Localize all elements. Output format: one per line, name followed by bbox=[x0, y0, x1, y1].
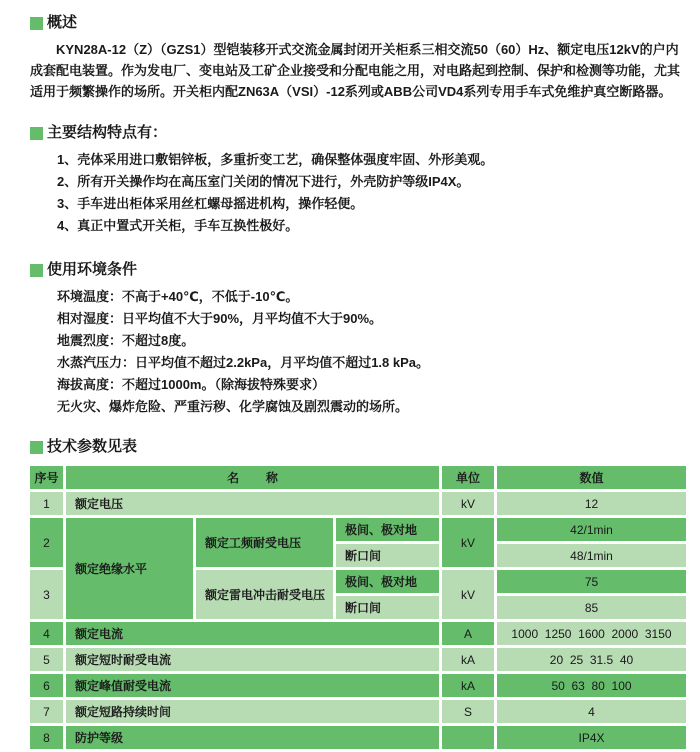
cell-r1-name: 额定电压 bbox=[66, 492, 439, 515]
cell-r3-index: 3 bbox=[30, 570, 63, 619]
cell-r2-unit: kV bbox=[442, 518, 494, 567]
green-square-bullet-icon bbox=[30, 441, 43, 454]
cell-r4-unit: A bbox=[442, 622, 494, 645]
cell-r7-name: 额定短路持续时间 bbox=[66, 700, 439, 723]
table-row bbox=[30, 674, 686, 697]
features-list bbox=[57, 149, 688, 237]
cell-r5-name: 额定短时耐受电流 bbox=[66, 648, 439, 671]
section-overview bbox=[30, 14, 688, 102]
environment-item: 无火灾、爆炸危险、严重污秽、化学腐蚀及剧烈震动的场所。 bbox=[57, 399, 409, 414]
cell-r7-unit: S bbox=[442, 700, 494, 723]
section-parameters bbox=[30, 438, 688, 752]
section-features bbox=[30, 124, 688, 237]
cell-r6-name: 额定峰值耐受电流 bbox=[66, 674, 439, 697]
parameters-table bbox=[27, 463, 689, 752]
table-row bbox=[30, 622, 686, 645]
parameters-title-text: 技术参数见表 bbox=[47, 438, 138, 455]
cell-r4-name: 额定电流 bbox=[66, 622, 439, 645]
cell-r3-name: 额定雷电冲击耐受电压 bbox=[196, 570, 333, 619]
header-cell-name: 名 称 bbox=[66, 466, 439, 489]
cell-r2-value2: 48/1min bbox=[497, 544, 686, 567]
cell-r8-value: IP4X bbox=[497, 726, 686, 749]
environment-item: 海拔高度：不超过1000m。（除海拔特殊要求） bbox=[57, 377, 325, 392]
cell-r5-unit: kA bbox=[442, 648, 494, 671]
environment-title-text: 使用环境条件 bbox=[47, 261, 138, 278]
cell-r8-name: 防护等级 bbox=[66, 726, 439, 749]
cell-r2-index: 2 bbox=[30, 518, 63, 567]
features-title-text: 主要结构特点有： bbox=[47, 124, 168, 141]
table-row bbox=[30, 492, 686, 515]
table-row bbox=[30, 518, 686, 541]
cell-r3-unit: kV bbox=[442, 570, 494, 619]
cell-r4-value: 1000 1250 1600 2000 3150 bbox=[497, 622, 686, 645]
green-square-bullet-icon bbox=[30, 17, 43, 30]
cell-r7-value: 4 bbox=[497, 700, 686, 723]
feature-item: 2、所有开关操作均在高压室门关闭的情况下进行，外壳防护等级IP4X。 bbox=[57, 174, 470, 189]
overview-title bbox=[30, 14, 688, 32]
environment-item: 水蒸汽压力：日平均值不超过2.2kPa，月平均值不超过1.8 kPa。 bbox=[57, 355, 430, 370]
header-cell-index: 序号 bbox=[30, 466, 63, 489]
features-title bbox=[30, 124, 688, 142]
green-square-bullet-icon bbox=[30, 127, 43, 140]
environment-item: 地震烈度：不超过8度。 bbox=[57, 333, 195, 348]
overview-paragraph: KYN28A-12（Z）（GZS1）型铠装移开式交流金属封闭开关柜系三相交流50（60）Hz、额定电压12kV的户内成套配电装置。作为发电厂、变电站及工矿企业接受和分配电能之用，对电路起到控制、保护和检测等功能，尤其适用于频繁操作的场所。开关柜内配ZN63A（VSI）-12系列或ABB公司VD4系列专用手车式免维护真空断路器。 bbox=[30, 42, 681, 99]
cell-r8-unit bbox=[442, 726, 494, 749]
cell-r2-sub1: 极间、极对地 bbox=[336, 518, 439, 541]
table-header-row bbox=[30, 466, 686, 489]
overview-title-text: 概述 bbox=[47, 14, 78, 31]
cell-r3-sub2: 断口间 bbox=[336, 596, 439, 619]
cell-r5-value: 20 25 31.5 40 bbox=[497, 648, 686, 671]
header-cell-value: 数值 bbox=[497, 466, 686, 489]
cell-r3-value1: 75 bbox=[497, 570, 686, 593]
cell-r3-sub1: 极间、极对地 bbox=[336, 570, 439, 593]
feature-item: 3、手车进出柜体采用丝杠螺母摇进机构，操作轻便。 bbox=[57, 196, 364, 211]
cell-r4-index: 4 bbox=[30, 622, 63, 645]
table-row bbox=[30, 700, 686, 723]
environment-list bbox=[57, 286, 688, 418]
cell-r2-value1: 42/1min bbox=[497, 518, 686, 541]
table-row bbox=[30, 648, 686, 671]
cell-r1-unit: kV bbox=[442, 492, 494, 515]
parameters-title bbox=[30, 438, 688, 456]
table-row bbox=[30, 726, 686, 749]
cell-r7-index: 7 bbox=[30, 700, 63, 723]
green-square-bullet-icon bbox=[30, 264, 43, 277]
cell-insulation-group: 额定绝缘水平 bbox=[66, 518, 193, 619]
environment-item: 环境温度：不高于+40℃，不低于-10℃。 bbox=[57, 289, 299, 304]
cell-r2-name: 额定工频耐受电压 bbox=[196, 518, 333, 567]
cell-r1-index: 1 bbox=[30, 492, 63, 515]
cell-r6-index: 6 bbox=[30, 674, 63, 697]
environment-title bbox=[30, 261, 688, 279]
cell-r3-value2: 85 bbox=[497, 596, 686, 619]
cell-r5-index: 5 bbox=[30, 648, 63, 671]
feature-item: 4、真正中置式开关柜，手车互换性极好。 bbox=[57, 218, 299, 233]
cell-r6-value: 50 63 80 100 bbox=[497, 674, 686, 697]
cell-r8-index: 8 bbox=[30, 726, 63, 749]
header-cell-unit: 单位 bbox=[442, 466, 494, 489]
section-environment bbox=[30, 261, 688, 418]
cell-r2-sub2: 断口间 bbox=[336, 544, 439, 567]
cell-r6-unit: kA bbox=[442, 674, 494, 697]
feature-item: 1、壳体采用进口敷铝锌板，多重折变工艺，确保整体强度牢固、外形美观。 bbox=[57, 152, 494, 167]
environment-item: 相对湿度：日平均值不大于90%，月平均值不大于90%。 bbox=[57, 311, 383, 326]
cell-r1-value: 12 bbox=[497, 492, 686, 515]
